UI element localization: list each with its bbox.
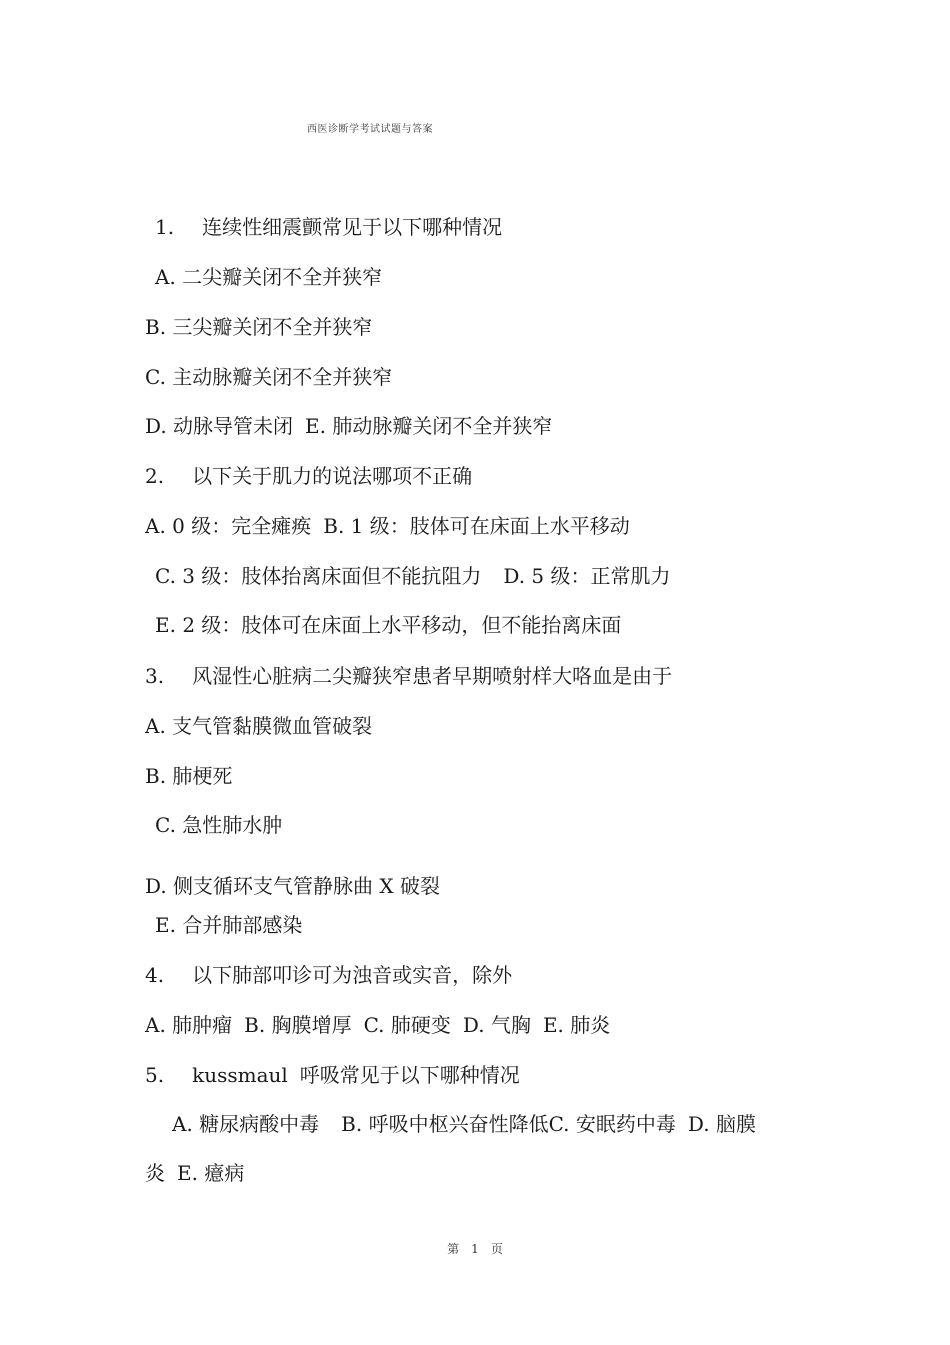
question-2 <box>145 463 472 489</box>
options-a-b <box>145 513 630 539</box>
option-d: D. 侧支循环支气管静脉曲 X 破裂 <box>145 874 440 898</box>
options-row <box>145 1012 610 1038</box>
footer-label-before: 第 <box>447 1242 460 1256</box>
option-c: C. 急性肺水肿 <box>155 813 283 837</box>
option-c: C. 肺硬变 <box>363 1013 451 1037</box>
page-footer <box>0 1240 950 1257</box>
question-4 <box>145 962 512 988</box>
option-d: D. 脑膜 <box>687 1112 756 1136</box>
option-b: B. 呼吸中枢兴奋性降低 <box>341 1112 549 1136</box>
option-b: B. 胸膜增厚 <box>244 1013 352 1037</box>
option-b: B. 三尖瓣关闭不全并狭窄 <box>145 315 373 339</box>
question-number: 3. <box>145 664 165 688</box>
option-c: C. 主动脉瓣关闭不全并狭窄 <box>145 365 393 389</box>
option-e: E. 肺动脉瓣关闭不全并狭窄 <box>305 414 553 438</box>
option-d: D. 气胸 <box>462 1013 531 1037</box>
option-d: D. 动脉导管未闭 <box>145 414 294 438</box>
question-number: 5. <box>145 1063 165 1087</box>
option-b: B. 肺梗死 <box>145 764 233 788</box>
question-number: 4. <box>145 963 165 987</box>
options-d-e <box>145 413 552 439</box>
option-d-continued: 炎 <box>145 1161 165 1185</box>
question-text: 以下肺部叩诊可为浊音或实音，除外 <box>192 963 513 987</box>
page-number: 1 <box>471 1242 479 1256</box>
document-header: 西医诊断学考试试题与答案 <box>307 124 433 135</box>
footer-label-after: 页 <box>490 1242 503 1256</box>
question-3 <box>145 663 672 689</box>
option-b: B. 1 级：肢体可在床面上水平移动 <box>323 514 630 538</box>
question-text: 连续性细震颤常见于以下哪种情况 <box>202 215 503 239</box>
option-d: D. 5 级：正常肌力 <box>503 564 671 588</box>
option-e: E. 合并肺部感染 <box>155 913 303 937</box>
question-text: 呼吸常见于以下哪种情况 <box>299 1063 520 1087</box>
question-5 <box>145 1062 520 1088</box>
options-row-continued <box>145 1160 244 1186</box>
option-a: A. 二尖瓣关闭不全并狭窄 <box>155 265 383 289</box>
options-c-d <box>155 563 671 589</box>
option-e: E. 2 级：肢体可在床面上水平移动，但不能抬离床面 <box>155 613 622 637</box>
option-e: E. 癔病 <box>177 1161 245 1185</box>
question-number: 1. <box>155 215 175 239</box>
option-c: C. 3 级：肢体抬离床面但不能抗阻力 <box>155 564 482 588</box>
question-text: 风湿性心脏病二尖瓣狭窄患者早期喷射样大咯血是由于 <box>192 664 673 688</box>
option-a: A. 0 级：完全瘫痪 <box>145 514 312 538</box>
option-a: A. 肺肿瘤 <box>145 1013 233 1037</box>
question-text-prefix: kussmaul <box>192 1063 288 1087</box>
question-number: 2. <box>145 464 165 488</box>
question-text: 以下关于肌力的说法哪项不正确 <box>192 464 473 488</box>
option-a: A. 糖尿病酸中毒 <box>172 1112 320 1136</box>
option-a: A. 支气管黏膜微血管破裂 <box>145 714 373 738</box>
question-1 <box>155 214 502 240</box>
option-e: E. 肺炎 <box>542 1013 611 1037</box>
options-row <box>172 1111 756 1137</box>
option-c: C. 安眠药中毒 <box>548 1112 676 1136</box>
